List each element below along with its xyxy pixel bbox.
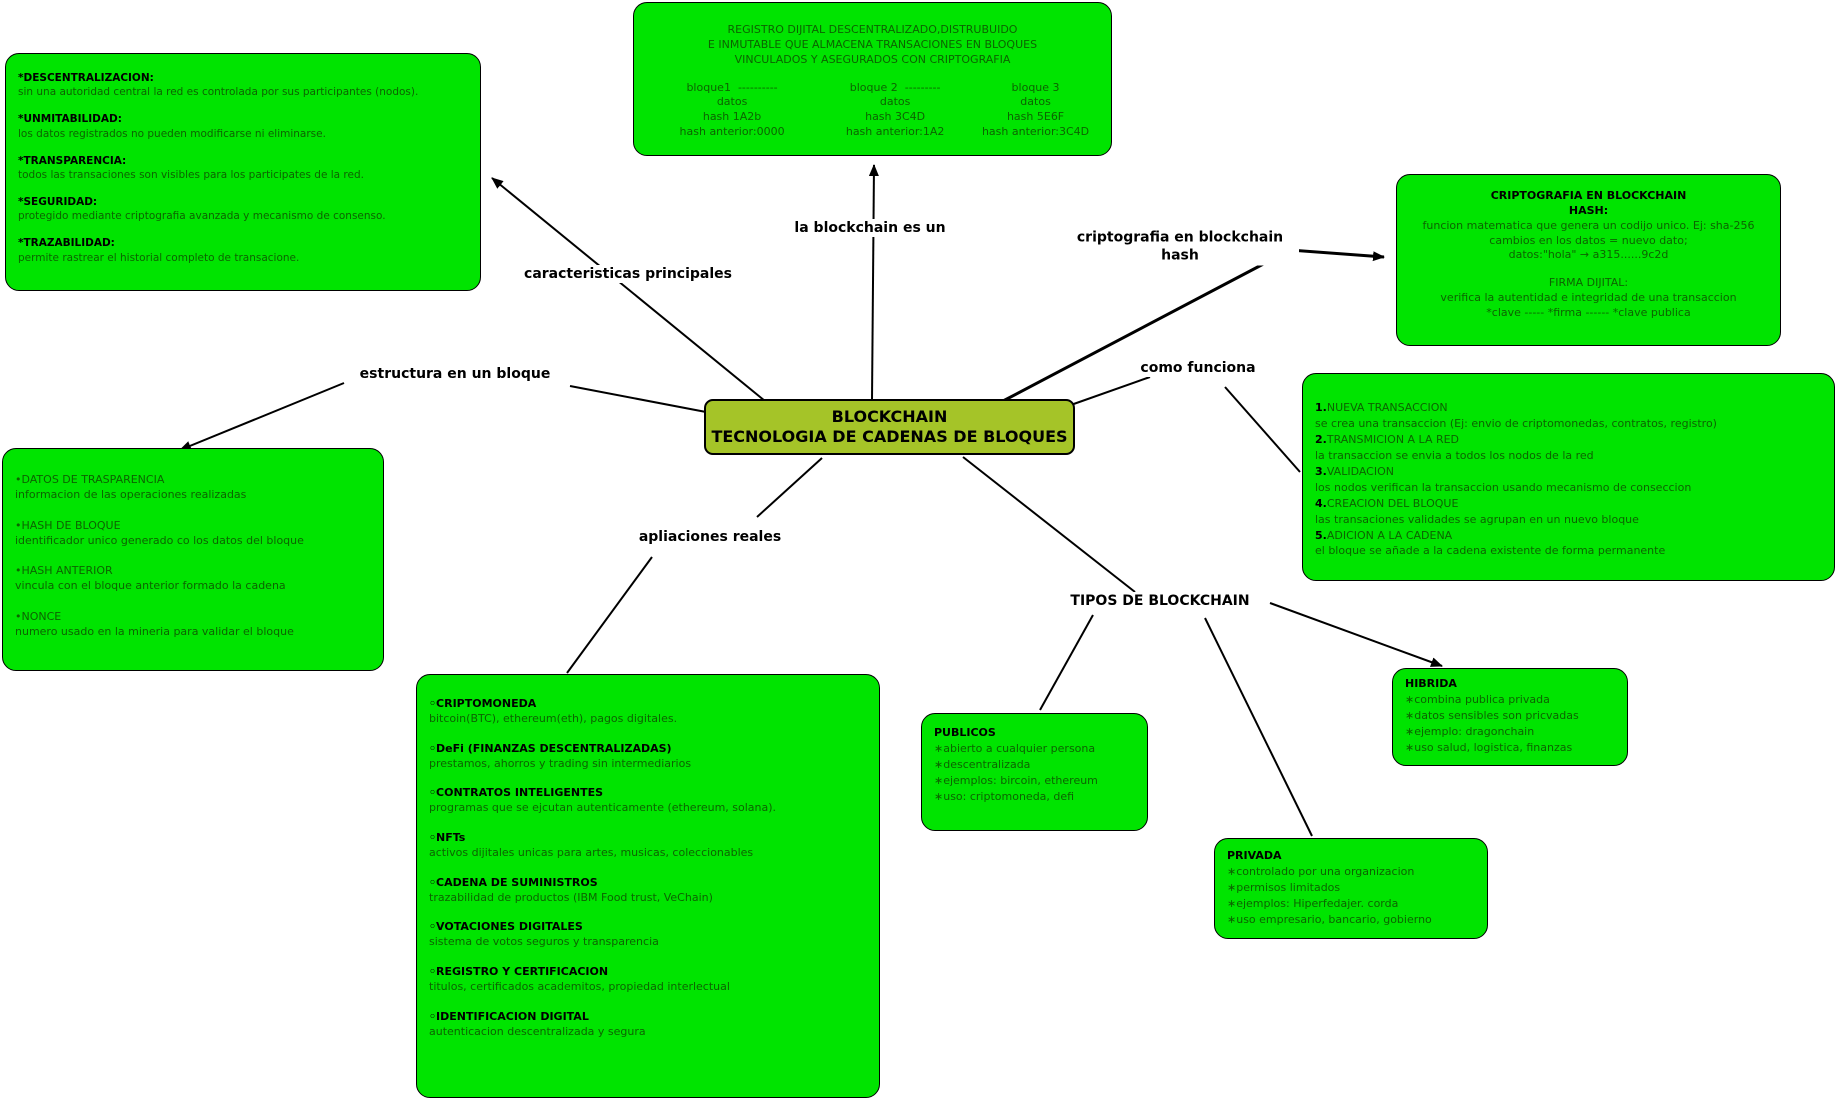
tipo-item: ∗descentralizada: [934, 757, 1031, 771]
aplicacion-desc: activos dijitales unicas para artes, musicas, coleccionables: [429, 845, 754, 859]
center-node-line1: BLOCKCHAIN: [831, 407, 948, 426]
bloque-hash: hash 1A2b: [702, 110, 762, 124]
edge-tipos-hibrida: [1270, 603, 1442, 666]
tipo-item: ∗ejemplos: bircoin, ethereum: [934, 773, 1098, 787]
step-title: 2.TRANSMICION A LA RED: [1315, 432, 1460, 446]
estructura-title: •HASH ANTERIOR: [15, 564, 113, 578]
tipo-item: ∗ejemplos: Hiperfedajer. corda: [1227, 896, 1399, 910]
aplicacion-desc: prestamos, ahorros y trading sin intermediarios: [429, 756, 692, 770]
estructura-item: [15, 564, 371, 594]
estructura-desc: vincula con el bloque anterior formado la cadena: [15, 579, 286, 593]
edge-como-funciona-b: [1225, 387, 1300, 472]
estructura-title: •HASH DE BLOQUE: [15, 518, 121, 532]
tipo-item: ∗uso empresario, bancario, gobierno: [1227, 912, 1432, 926]
edge-label-aplicaciones[interactable]: apliaciones reales: [635, 528, 785, 546]
aplicacion-title: ◦CRIPTOMONEDA: [429, 697, 537, 710]
tipo-item: ∗controlado por una organizacion: [1227, 864, 1415, 878]
feature-desc: permite rastrear el historial completo de transacione.: [18, 251, 300, 264]
aplicacion-item: [429, 876, 867, 906]
concept-box-definicion[interactable]: [633, 2, 1112, 156]
edge-label-criptografia-line1: criptografia en blockchain: [1076, 229, 1284, 246]
edge-aplicaciones-a: [757, 458, 822, 517]
aplicacion-item: [429, 742, 867, 772]
estructura-item: [15, 519, 371, 549]
center-node-line2: TECNOLOGIA DE CADENAS DE BLOQUES: [711, 427, 1068, 446]
edge-label-como-funciona[interactable]: como funciona: [1136, 359, 1259, 377]
bloque-hash: hash 3C4D: [865, 110, 926, 124]
criptografia-hash-line1: funcion matematica que genera un codijo unico. Ej: sha-256: [1422, 218, 1755, 232]
step-title: 1.NUEVA TRANSACCION: [1315, 401, 1448, 414]
tipo-item: ∗permisos limitados: [1227, 880, 1341, 894]
tipo-item: ∗abierto a cualquier persona: [934, 741, 1096, 755]
feature-title: *TRANSPARENCIA:: [18, 154, 127, 167]
step-number: 5.: [1315, 528, 1327, 542]
criptografia-hash-line2: cambios en los datos = nuevo dato;: [1489, 233, 1688, 247]
edge-label-criptografia[interactable]: [1061, 229, 1299, 266]
bloque-column: [972, 81, 1099, 140]
edge-label-definicion[interactable]: la blockchain es un: [790, 219, 949, 237]
edge-tipos: [963, 457, 1135, 592]
bloque-anterior: hash anterior:1A2: [845, 125, 945, 139]
aplicacion-item: [429, 920, 867, 950]
center-node-blockchain[interactable]: [704, 399, 1075, 455]
criptografia-hash-title: HASH:: [1568, 203, 1609, 217]
aplicacion-desc: titulos, certificados academitos, propiedad interlectual: [429, 979, 730, 993]
aplicacion-title: ◦VOTACIONES DIGITALES: [429, 920, 583, 934]
aplicacion-item: [429, 1010, 867, 1040]
step-desc: la transaccion se envia a todos los nodos de la red: [1315, 448, 1594, 462]
edge-como-funciona-a: [1068, 377, 1150, 406]
concept-box-criptografia[interactable]: [1396, 174, 1781, 346]
concept-box-privada[interactable]: [1214, 838, 1488, 939]
feature-desc: sin una autoridad central la red es controlada por sus participantes (nodos).: [18, 86, 419, 99]
tipo-title: PRIVADA: [1227, 849, 1282, 862]
feature-title: *DESCENTRALIZACION:: [18, 72, 154, 84]
step-title: 5.ADICION A LA CADENA: [1315, 528, 1453, 542]
edge-estructura-a: [570, 386, 706, 412]
estructura-title: •DATOS DE TRASPARENCIA: [15, 473, 165, 486]
aplicacion-item: [429, 965, 867, 995]
tipo-item: ∗datos sensibles son pricvadas: [1405, 708, 1579, 722]
estructura-desc: numero usado en la mineria para validar el bloque: [15, 624, 294, 638]
feature-item: [18, 71, 468, 99]
bloque-dash: ----------: [737, 80, 778, 94]
concept-box-estructura[interactable]: [2, 448, 384, 671]
feature-title: *SEGURIDAD:: [18, 196, 98, 209]
tipo-item: ∗ejemplo: dragonchain: [1405, 724, 1535, 738]
edge-definicion: [872, 165, 874, 400]
criptografia-title: CRIPTOGRAFIA EN BLOCKCHAIN: [1490, 189, 1687, 202]
aplicacion-title: ◦NFTs: [429, 831, 466, 845]
edge-label-caracteristicas[interactable]: caracteristicas principales: [520, 265, 736, 283]
tipo-title: PUBLICOS: [934, 726, 996, 739]
tipo-item: ∗uso salud, logistica, finanzas: [1405, 740, 1573, 754]
criptografia-hash-line3: datos:"hola" → a315......9c2d: [1508, 248, 1669, 262]
feature-desc: protegido mediante criptografia avanzada y mecanismo de consenso.: [18, 210, 386, 223]
bloque-datos: datos: [1020, 95, 1051, 109]
estructura-title: •NONCE: [15, 610, 62, 624]
definicion-line3: VINCULADOS Y ASEGURADOS CON CRIPTOGRAFIA: [734, 52, 1011, 66]
edge-tipos-privada: [1205, 618, 1312, 836]
feature-title: *TRAZABILIDAD:: [18, 237, 115, 250]
tipo-item: ∗combina publica privada: [1405, 692, 1550, 706]
bloque-datos: datos: [716, 95, 748, 109]
step-desc: el bloque se añade a la cadena existente de forma permanente: [1315, 544, 1666, 558]
feature-item: [18, 236, 468, 264]
feature-item: [18, 154, 468, 182]
bloque-name: bloque1: [686, 80, 731, 94]
aplicacion-desc: trazabilidad de productos (IBM Food trust, VeChain): [429, 890, 713, 904]
aplicacion-title: ◦CONTRATOS INTELIGENTES: [429, 786, 604, 800]
aplicacion-desc: bitcoin(BTC), ethereum(eth), pagos digitales.: [429, 711, 678, 725]
step-number: 3.: [1315, 464, 1327, 478]
bloques-row: [646, 81, 1099, 140]
bloque-column: [818, 81, 972, 140]
tipo-title: HIBRIDA: [1405, 677, 1457, 690]
estructura-desc: informacion de las operaciones realizadas: [15, 487, 247, 501]
estructura-item: [15, 610, 371, 640]
step-number: 2.: [1315, 432, 1327, 446]
bloque-name: bloque 3: [1011, 80, 1060, 94]
aplicacion-title: ◦DeFi (FINANZAS DESCENTRALIZADAS): [429, 741, 672, 755]
bloque-column: [646, 81, 818, 140]
step-number: 4.: [1315, 496, 1327, 510]
edge-aplicaciones-b: [567, 557, 652, 673]
bloque-dash: ---------: [904, 80, 941, 94]
edge-label-estructura[interactable]: estructura en un bloque: [356, 365, 555, 383]
edge-label-criptografia-line2: hash: [1161, 247, 1199, 263]
step-desc: las transaciones validades se agrupan en un nuevo bloque: [1315, 512, 1639, 526]
concept-box-caracteristicas[interactable]: [5, 53, 481, 291]
step-title: 3.VALIDACION: [1315, 464, 1394, 478]
feature-item: [18, 195, 468, 223]
aplicacion-item: [429, 786, 867, 816]
definicion-line1: REGISTRO DIJITAL DESCENTRALIZADO,DISTRUBUIDO: [727, 23, 1018, 36]
bloque-datos: datos: [879, 95, 911, 109]
firma-line2: *clave ----- *firma ------ *clave publica: [1486, 305, 1691, 319]
concept-box-como-funciona[interactable]: [1302, 373, 1835, 581]
step-title: 4.CREACION DEL BLOQUE: [1315, 496, 1459, 510]
concept-box-publicos[interactable]: [921, 713, 1148, 831]
concept-box-aplicaciones[interactable]: [416, 674, 880, 1098]
aplicacion-desc: sistema de votos seguros y transparencia: [429, 935, 659, 949]
concept-box-hibrida[interactable]: [1392, 668, 1628, 766]
feature-title: *UNMITABILIDAD:: [18, 113, 122, 126]
edge-estructura-b: [180, 383, 344, 450]
aplicacion-title: ◦IDENTIFICACION DIGITAL: [429, 1009, 589, 1023]
tipo-item: ∗uso: criptomoneda, defi: [934, 789, 1075, 803]
aplicacion-title: ◦CADENA DE SUMINISTROS: [429, 875, 598, 889]
aplicacion-desc: autenticacion descentralizada y segura: [429, 1024, 646, 1038]
estructura-item: [15, 473, 371, 503]
bloque-anterior: hash anterior:0000: [679, 125, 785, 139]
bloque-anterior: hash anterior:3C4D: [981, 125, 1090, 139]
firma-title: FIRMA DIJITAL:: [1548, 276, 1629, 290]
bloque-name: bloque 2: [849, 80, 898, 94]
aplicacion-item: [429, 697, 867, 727]
bloque-hash: hash 5E6F: [1006, 110, 1065, 124]
edge-label-tipos[interactable]: TIPOS DE BLOCKCHAIN: [1066, 592, 1253, 610]
definicion-line2: E INMUTABLE QUE ALMACENA TRANSACIONES EN BLOQUES: [707, 37, 1038, 51]
estructura-desc: identificador unico generado co los datos del bloque: [15, 533, 304, 547]
firma-line1: verifica la autentidad e integridad de una transaccion: [1440, 291, 1737, 305]
step-desc: los nodos verifican la transaccion usando mecanismo de conseccion: [1315, 480, 1692, 494]
aplicacion-desc: programas que se ejcutan autenticamente (ethereum, solana).: [429, 801, 777, 815]
feature-item: [18, 112, 468, 140]
feature-desc: los datos registrados no pueden modificarse ni eliminarse.: [18, 127, 326, 140]
aplicacion-item: [429, 831, 867, 861]
step-number: 1.: [1315, 401, 1327, 414]
edge-tipos-publicos: [1040, 615, 1093, 710]
aplicacion-title: ◦REGISTRO Y CERTIFICACION: [429, 965, 609, 979]
step-desc: se crea una transaccion (Ej: envio de criptomonedas, contratos, registro): [1315, 416, 1717, 430]
feature-desc: todos las transaciones son visibles para los participates de la red.: [18, 168, 364, 181]
